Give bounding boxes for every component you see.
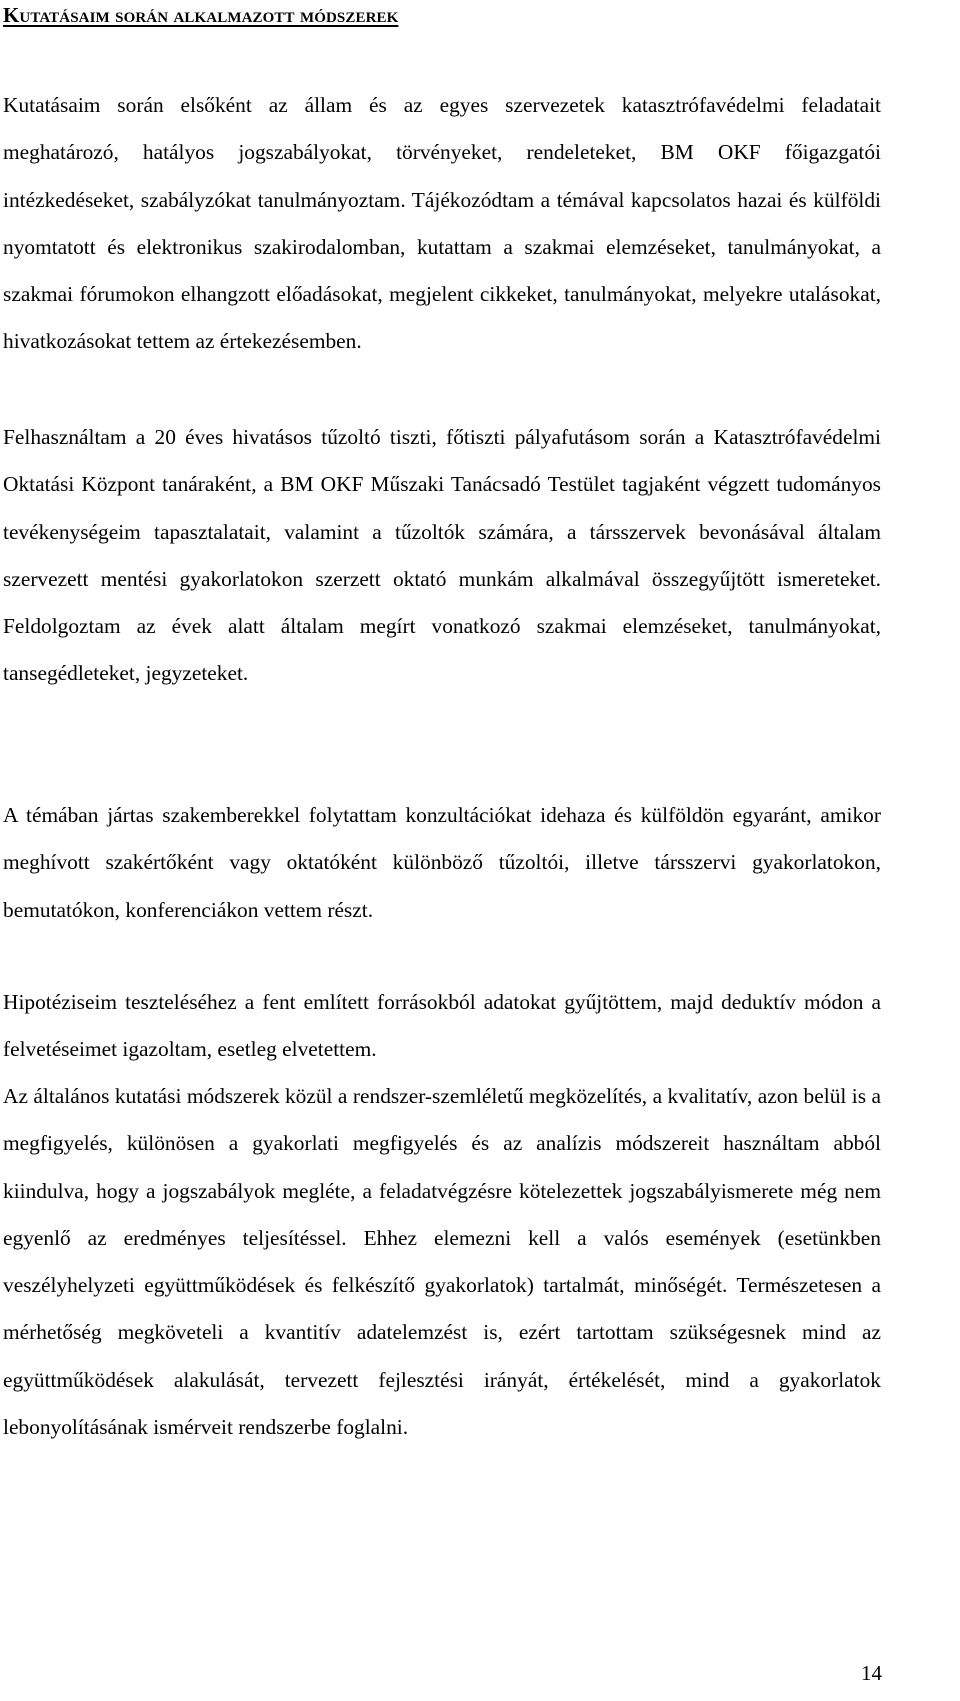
paragraph-professional-experience: Felhasználtam a 20 éves hivatásos tűzoltó tiszti, főtiszti pályafutásom során a Katasztrófavédelmi Oktatási Központ tanáraként, a BM OKF Műszaki Tanácsadó Testület tagjaként végzett tudományos tevékenységeim tapasztalatait, valamint a tűzoltók számára, a társszervek bevonásával általam szervezett mentési gyakorlatokon szerzett oktató munkám alkalmával összegyűjtött ismereteket. Feldolgoztam az évek alatt általam megírt vonatkozó szakmai elemzéseket, tanulmányokat, tansegédleteket, jegyzeteket. (3, 425, 881, 686)
paragraph-literature-review: Kutatásaim során elsőként az állam és az egyes szervezetek katasztrófavédelmi feladatait meghatározó, hatályos jogszabályokat, törvényeket, rendeleteket, BM OKF főigazgatói intézkedéseket, szabályzókat tanulmányoztam. Tájékozódtam a témával kapcsolatos hazai és külföldi nyomtatott és elektronikus szakirodalomban, kutattam a szakmai elemzéseket, tanulmányokat, a szakmai fórumokon elhangzott előadásokat, megjelent cikkeket, tanulmányokat, melyekre utalásokat, hivatkozásokat tettem az értekezésemben. (3, 93, 881, 354)
paragraph-research-methods: Az általános kutatási módszerek közül a rendszer-szemléletű megközelítés, a kvalitatív, azon belül is a megfigyelés, különösen a gyakorlati megfigyelés és az analízis módszereit használtam abból kiindulva, hogy a jogszabályok megléte, a feladatvégzésre kötelezettek jogszabályismerete még nem egyenlő az eredményes teljesítéssel. Ehhez elemezni kell a valós események (esetünkben veszélyhelyzeti együttműködések és felkészítő gyakorlatok) tartalmát, minőségét. Természetesen a mérhetőség megköveteli a kvantitív adatelemzést is, ezért tartottam szükségesnek mind az együttműködések alakulását, tervezett fejlesztési irányát, értékelését, mind a gyakorlatok lebonyolításának ismérveit rendszerbe foglalni. (3, 1084, 881, 1440)
paragraph-consultations: A témában jártas szakemberekkel folytattam konzultációkat idehaza és külföldön egyaránt, amikor meghívott szakértőként vagy oktatóként különböző tűzoltói, illetve társszervi gyakorlatokon, bemutatókon, konferenciákon vettem részt. (3, 803, 881, 922)
paragraph-hypothesis-testing: Hipotéziseim teszteléséhez a fent említett forrásokból adatokat gyűjtöttem, majd deduktív módon a felvetéseimet igazoltam, esetleg elvetettem. (3, 990, 881, 1062)
section-heading: Kutatásaim során alkalmazott módszerek (3, 3, 399, 27)
page-number: 14 (861, 1661, 882, 1685)
